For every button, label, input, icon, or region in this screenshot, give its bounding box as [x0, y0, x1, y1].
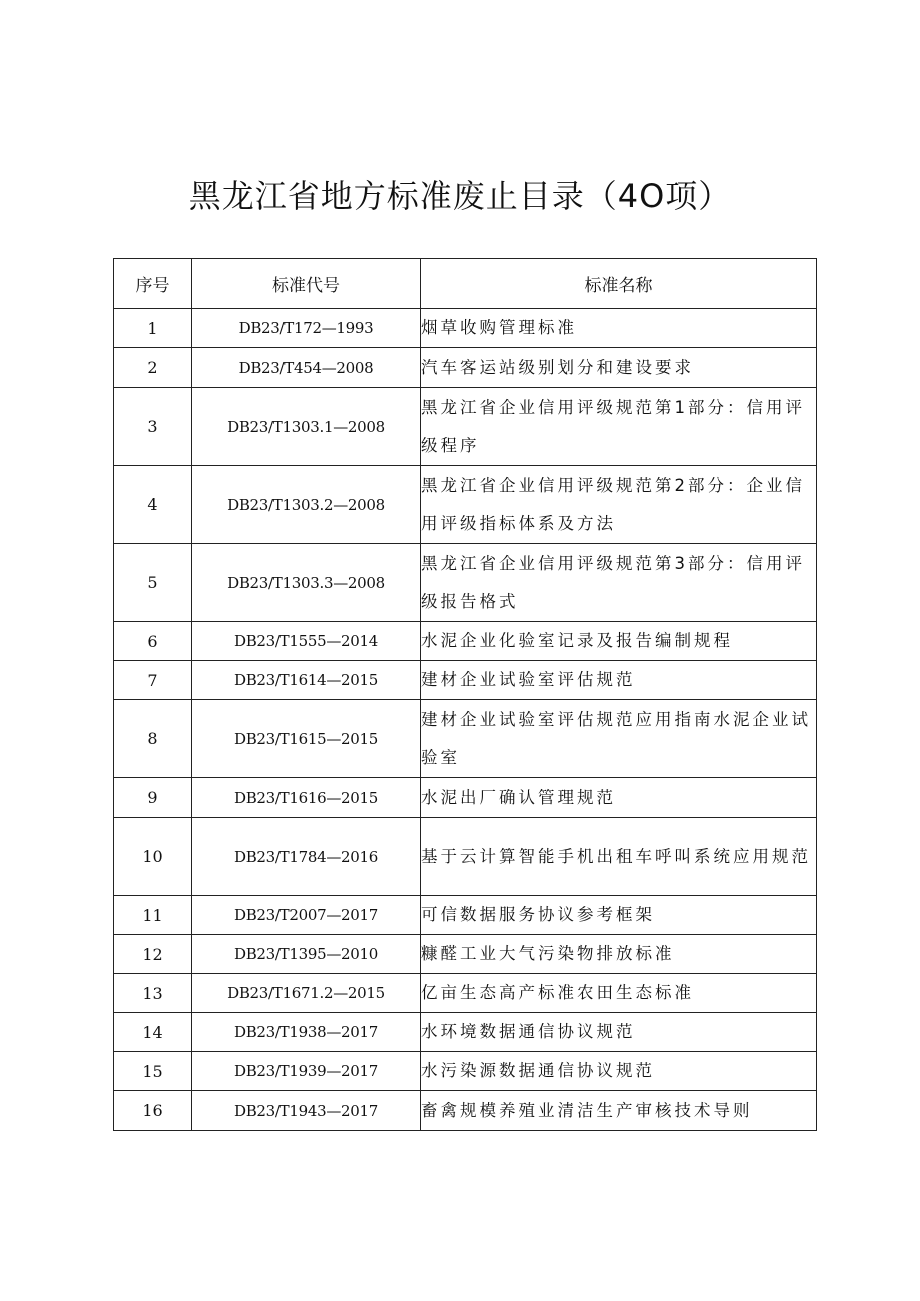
row-standard-code: DB23/T2007—2017 [192, 896, 421, 935]
table-row [114, 778, 817, 818]
table-row [114, 348, 817, 388]
table-header-row [114, 259, 817, 309]
row-standard-name: 水环境数据通信协议规范 [421, 1013, 817, 1052]
row-standard-name: 汽车客运站级别划分和建设要求 [421, 348, 817, 388]
row-standard-code: DB23/T1303.2—2008 [192, 466, 421, 544]
table-row [114, 309, 817, 348]
row-standard-code: DB23/T1303.1—2008 [192, 388, 421, 466]
row-serial-number: 2 [114, 348, 192, 388]
row-standard-name: 亿亩生态高产标准农田生态标准 [421, 974, 817, 1013]
row-standard-code: DB23/T1303.3—2008 [192, 544, 421, 622]
table-row [114, 622, 817, 661]
row-standard-code: DB23/T1614—2015 [192, 661, 421, 700]
row-standard-code: DB23/T1939—2017 [192, 1052, 421, 1091]
row-serial-number: 3 [114, 388, 192, 466]
row-standard-code: DB23/T1616—2015 [192, 778, 421, 818]
row-standard-code: DB23/T1555—2014 [192, 622, 421, 661]
table-row [114, 1013, 817, 1052]
table-row [114, 466, 817, 544]
table-row [114, 896, 817, 935]
row-standard-name: 黑龙江省企业信用评级规范第2部分：企业信用评级指标体系及方法 [421, 466, 817, 544]
table-row [114, 1052, 817, 1091]
row-serial-number: 7 [114, 661, 192, 700]
row-serial-number: 11 [114, 896, 192, 935]
row-standard-code: DB23/T1943—2017 [192, 1091, 421, 1131]
table-row [114, 1091, 817, 1131]
row-standard-name: 糠醛工业大气污染物排放标准 [421, 935, 817, 974]
table-row [114, 935, 817, 974]
row-standard-name: 水泥企业化验室记录及报告编制规程 [421, 622, 817, 661]
row-standard-code: DB23/T454—2008 [192, 348, 421, 388]
row-standard-name: 烟草收购管理标准 [421, 309, 817, 348]
row-serial-number: 14 [114, 1013, 192, 1052]
standards-table [113, 258, 817, 1131]
header-standard-code: 标准代号 [192, 259, 421, 309]
header-standard-name: 标准名称 [421, 259, 817, 309]
row-serial-number: 4 [114, 466, 192, 544]
row-standard-name: 水泥出厂确认管理规范 [421, 778, 817, 818]
row-standard-code: DB23/T172—1993 [192, 309, 421, 348]
row-serial-number: 9 [114, 778, 192, 818]
row-serial-number: 16 [114, 1091, 192, 1131]
table-row [114, 974, 817, 1013]
row-standard-code: DB23/T1615—2015 [192, 700, 421, 778]
row-standard-name: 基于云计算智能手机出租车呼叫系统应用规范 [421, 818, 817, 896]
row-standard-name: 水污染源数据通信协议规范 [421, 1052, 817, 1091]
row-standard-name: 可信数据服务协议参考框架 [421, 896, 817, 935]
row-standard-code: DB23/T1938—2017 [192, 1013, 421, 1052]
row-standard-code: DB23/T1671.2—2015 [192, 974, 421, 1013]
row-standard-code: DB23/T1395—2010 [192, 935, 421, 974]
header-serial-number: 序号 [114, 259, 192, 309]
row-standard-name: 建材企业试验室评估规范 [421, 661, 817, 700]
row-standard-name: 建材企业试验室评估规范应用指南水泥企业试验室 [421, 700, 817, 778]
table-row [114, 818, 817, 896]
row-standard-name: 畜禽规模养殖业清洁生产审核技术导则 [421, 1091, 817, 1131]
table-row [114, 388, 817, 466]
row-serial-number: 12 [114, 935, 192, 974]
row-serial-number: 15 [114, 1052, 192, 1091]
row-standard-name: 黑龙江省企业信用评级规范第1部分：信用评级程序 [421, 388, 817, 466]
table-row [114, 661, 817, 700]
row-standard-code: DB23/T1784—2016 [192, 818, 421, 896]
page-title: 黑龙江省地方标准废止目录（4O项） [188, 177, 732, 215]
row-serial-number: 5 [114, 544, 192, 622]
row-serial-number: 13 [114, 974, 192, 1013]
row-serial-number: 6 [114, 622, 192, 661]
table-row [114, 700, 817, 778]
row-serial-number: 8 [114, 700, 192, 778]
row-standard-name: 黑龙江省企业信用评级规范第3部分：信用评级报告格式 [421, 544, 817, 622]
row-serial-number: 10 [114, 818, 192, 896]
table-row [114, 544, 817, 622]
row-serial-number: 1 [114, 309, 192, 348]
